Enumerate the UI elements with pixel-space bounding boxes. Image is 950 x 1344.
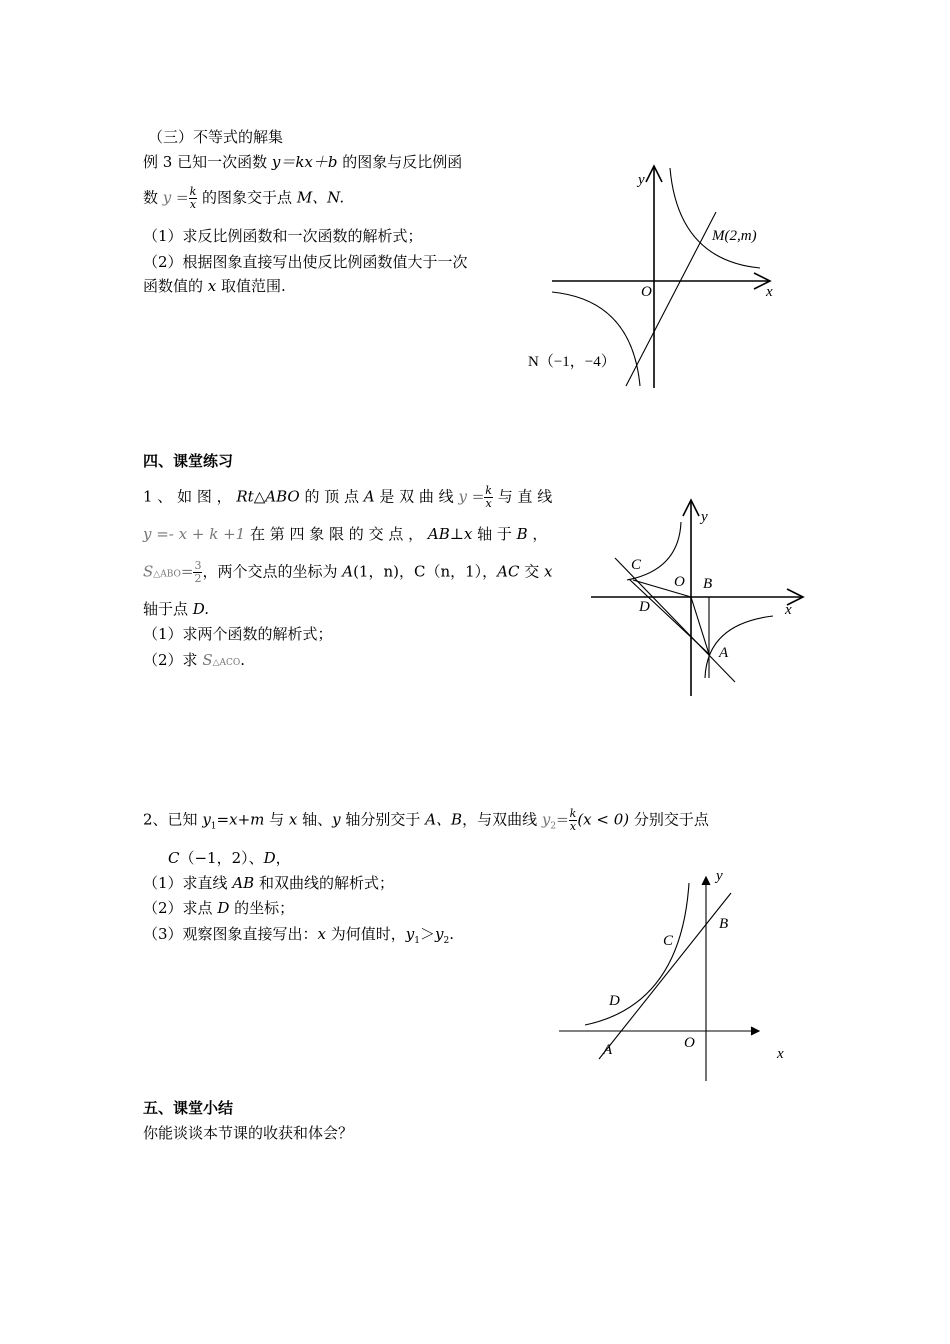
- problem-2-question-1: （1）求直线 AB 和双曲线的解析式；: [143, 874, 394, 892]
- example-3-line-2: 数 y = $\frac{k}{x}$ 的图象交于点 M、N.: [143, 185, 345, 211]
- problem-2-figure: [555, 865, 795, 1087]
- y-axis-arrow: [702, 877, 710, 885]
- label-origin: O: [684, 1035, 695, 1051]
- fraction-k-over-x: $\frac{k}{x}$: [485, 484, 492, 510]
- practice-1-line-1: 1 、 如 图 ， Rt△ABO 的 顶 点 A 是 双 曲 线 y = $\frac{k}{x}$ 与 直 线: [143, 484, 553, 510]
- label-y: y: [638, 172, 645, 188]
- practice-1-question-2: （2）求 S△ACO.: [143, 651, 246, 669]
- fraction-k-over-x: $\frac{k}{x}$: [569, 807, 577, 833]
- label-d: D: [609, 993, 620, 1009]
- problem-2-line-1: 2、已知 $y_1=x+m$ 与 x 轴、y 轴分别交于 A、B，与双曲线 $y_2=$ $\frac{k}{x}$ (x < 0) 分别交于点: [143, 807, 709, 833]
- x-axis-arrow: [751, 1027, 759, 1035]
- label-a: A: [719, 645, 729, 661]
- hyperbola-branch-q1: [670, 168, 760, 268]
- hyperbola-branch-q4: [705, 616, 773, 678]
- line-ab: [599, 893, 731, 1059]
- label-c: C: [663, 933, 674, 949]
- hyperbola-branch: [585, 883, 689, 1025]
- fraction-k-over-x: $\frac{k}{x}$: [189, 185, 197, 211]
- label-origin: O: [674, 574, 685, 590]
- problem-2-line-2: C（−1，2）、D，: [168, 849, 291, 867]
- label-c: C: [631, 557, 642, 573]
- label-x: x: [785, 602, 792, 618]
- practice-1-line-3: S△ABO= $\frac{3}{2}$ ，两个交点的坐标为 A(1，n)，C（n，1），AC 交 x: [143, 559, 553, 585]
- problem-2-question-2: （2）求点 D 的坐标；: [143, 899, 295, 917]
- section-5-body: 你能谈谈本节课的收获和体会？: [143, 1124, 354, 1142]
- problem-2-question-3: （3）观察图象直接写出：x 为何值时，$y_1>y_2$.: [143, 925, 455, 946]
- hyperbola-branch-q3: [552, 292, 640, 386]
- example-3-question-2-cont: 函数值的 x 取值范围.: [143, 277, 286, 295]
- label-b: B: [703, 576, 713, 592]
- label-origin: O: [641, 284, 652, 300]
- label-x: x: [766, 284, 773, 300]
- label-y: y: [701, 509, 708, 525]
- label-a: A: [603, 1042, 613, 1058]
- section-4-heading: 四、课堂练习: [143, 452, 234, 470]
- label-x: x: [777, 1046, 784, 1062]
- section-5-heading: 五、课堂小结: [143, 1099, 234, 1117]
- practice-1-question-1: （1）求两个函数的解析式；: [143, 625, 333, 643]
- linear-function-line: [626, 212, 716, 386]
- label-y: y: [716, 868, 723, 884]
- section-3-heading: （三）不等式的解集: [148, 128, 284, 146]
- example-3-figure: [520, 160, 790, 395]
- label-d: D: [639, 599, 650, 615]
- label-n: N（−1，−4）: [528, 354, 616, 370]
- example-3-question-1: （1）求反比例函数和一次函数的解析式；: [143, 227, 423, 245]
- fraction-3-over-2: $\frac{3}{2}$: [194, 559, 202, 585]
- practice-1-line-2: y =- x + k +1 在 第 四 象 限 的 交 点 ， AB⊥x 轴 于 B ，: [143, 525, 548, 543]
- example-3-line-1: 例 3 已知一次函数 y＝kx＋b 的图象与反比例函: [143, 153, 463, 171]
- practice-1-line-4: 轴于点 D.: [143, 600, 210, 618]
- practice-1-figure: [585, 492, 815, 702]
- label-b: B: [719, 916, 729, 932]
- label-m: M(2,m): [712, 228, 757, 244]
- example-3-question-2: （2）根据图象直接写出使反比例函数值大于一次: [143, 253, 468, 271]
